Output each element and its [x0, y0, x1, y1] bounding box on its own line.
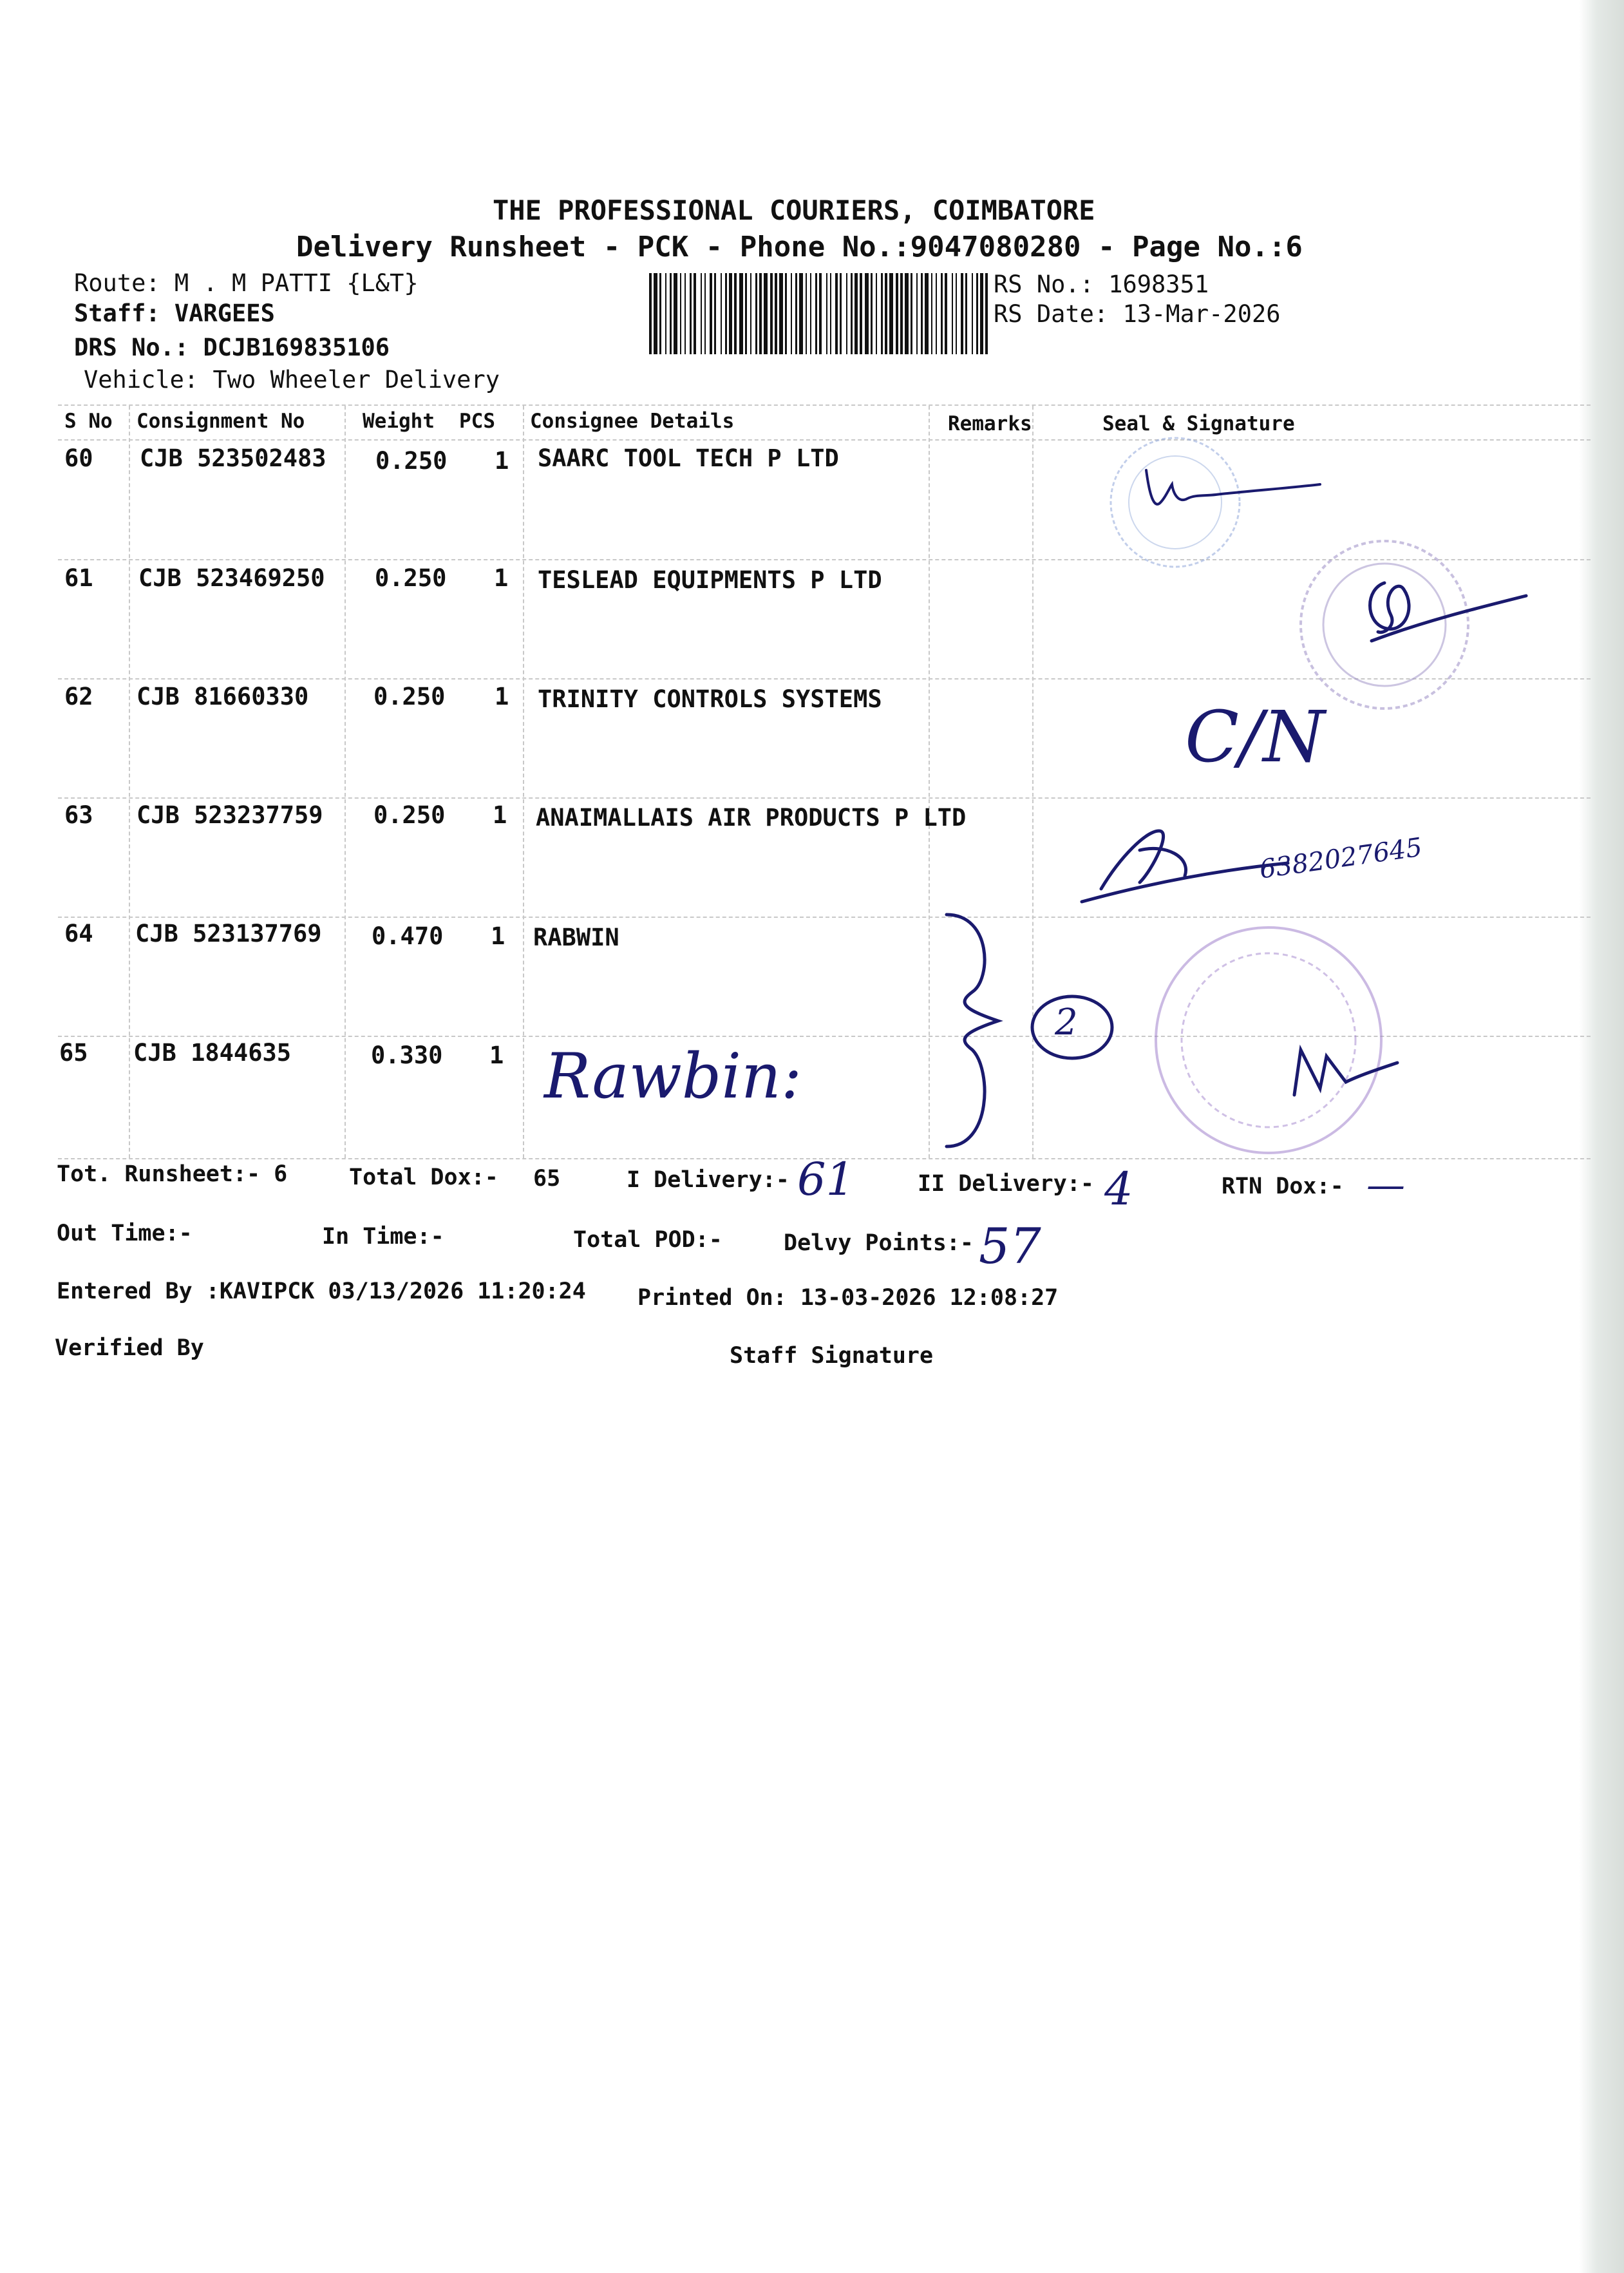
rs-date: RS Date: 13-Mar-2026: [994, 300, 1281, 328]
in-time-label: In Time:-: [322, 1224, 444, 1250]
handwritten-phone-row63: 6382027645: [1258, 832, 1424, 885]
col-consignment: Consignment No: [137, 410, 305, 433]
i-delivery-label: I Delivery:-: [627, 1167, 789, 1193]
barcode: [649, 273, 988, 354]
rs-number: RS No.: 1698351: [994, 271, 1209, 298]
col-pcs: PCS: [459, 410, 495, 433]
row-consignment: CJB 523137769: [135, 920, 322, 947]
table-row: [64, 564, 966, 603]
row-pcs: 1: [494, 564, 509, 592]
tot-runsheet: Tot. Runsheet:- 6: [57, 1161, 288, 1187]
printed-on: Printed On: 13-03-2026 12:08:27: [637, 1285, 1059, 1311]
row-weight: 0.250: [375, 564, 447, 592]
row-weight: 0.470: [372, 922, 444, 950]
row-sno: 62: [64, 683, 93, 710]
row-consignee: TESLEAD EQUIPMENTS P LTD: [538, 566, 882, 594]
company-title: THE PROFESSIONAL COURIERS, COIMBATORE: [493, 195, 1095, 226]
total-dox-value: 65: [533, 1166, 561, 1192]
row-sno: 61: [64, 564, 93, 592]
row-consignment: CJB 523237759: [137, 801, 323, 829]
row-weight: 0.250: [373, 801, 446, 829]
row-consignment: CJB 523502483: [140, 444, 326, 472]
handwritten-row62: C/N: [1185, 696, 1325, 778]
table-row: [59, 1039, 961, 1078]
total-pod-label: Total POD:-: [573, 1227, 722, 1253]
verified-by: Verified By: [55, 1335, 204, 1361]
row-weight: 0.250: [375, 447, 448, 475]
signature-row65: [1281, 1031, 1410, 1108]
rtn-dox-value: —: [1366, 1163, 1405, 1208]
row-sno: 63: [64, 801, 93, 829]
handwritten-consignee-row65: Rawbin:: [544, 1040, 802, 1112]
circled-count: 2: [1055, 1002, 1078, 1043]
bracket-mark: [934, 902, 1024, 1159]
row-pcs: 1: [495, 683, 509, 710]
row-divider: [58, 797, 1591, 799]
drs-number: DRS No.: DCJB169835106: [74, 334, 390, 361]
row-pcs: 1: [491, 922, 505, 950]
ii-delivery-label: II Delivery:-: [918, 1171, 1094, 1197]
row-pcs: 1: [489, 1041, 504, 1069]
i-delivery-value: 61: [797, 1153, 855, 1206]
col-remarks: Remarks: [948, 412, 1032, 435]
row-sno: 64: [64, 920, 93, 947]
row-consignment: CJB 523469250: [138, 564, 325, 592]
col-consignee: Consignee Details: [530, 410, 735, 433]
col-weight: Weight: [363, 410, 435, 433]
row-consignment: CJB 1844635: [133, 1039, 292, 1067]
out-time-label: Out Time:-: [57, 1221, 193, 1246]
row-consignee: RABWIN: [533, 924, 619, 951]
staff-label: Staff: VARGEES: [74, 300, 275, 327]
row-sno: 60: [64, 444, 93, 472]
runsheet-subtitle: Delivery Runsheet - PCK - Phone No.:9047080280 - Page No.:6: [296, 231, 1303, 263]
signature-row60: [1133, 451, 1339, 528]
table-row: [64, 920, 966, 958]
col-sno: S No: [64, 410, 113, 433]
total-dox-label: Total Dox:-: [349, 1165, 498, 1190]
vehicle-label: Vehicle: Two Wheeler Delivery: [84, 366, 500, 394]
row-sno: 65: [59, 1039, 88, 1067]
table-row: [64, 444, 966, 483]
table-row: [64, 683, 966, 721]
row-pcs: 1: [493, 801, 507, 829]
row-consignee: TRINITY CONTROLS SYSTEMS: [538, 685, 882, 713]
ii-delivery-value: 4: [1104, 1163, 1133, 1215]
signature-row61: [1346, 570, 1539, 660]
table-top-rule: [58, 404, 1591, 406]
row-consignee: ANAIMALLAIS AIR PRODUCTS P LTD: [536, 804, 967, 832]
staff-signature: Staff Signature: [730, 1343, 934, 1369]
row-consignee: SAARC TOOL TECH P LTD: [538, 444, 839, 472]
row-pcs: 1: [495, 447, 509, 475]
scan-edge-shadow: [1579, 0, 1624, 2273]
table-row: [64, 801, 1030, 840]
rtn-dox-label: RTN Dox:-: [1222, 1174, 1344, 1199]
col-seal-signature: Seal & Signature: [1102, 412, 1295, 435]
delvy-points-label: Delvy Points:-: [784, 1230, 974, 1256]
route-label: Route: M . M PATTI {L&T}: [74, 269, 419, 297]
row-weight: 0.250: [373, 683, 446, 710]
entered-by: Entered By :KAVIPCK 03/13/2026 11:20:24: [57, 1279, 586, 1304]
row-consignment: CJB 81660330: [137, 683, 309, 710]
delvy-points-value: 57: [979, 1217, 1041, 1275]
row-weight: 0.330: [371, 1041, 443, 1069]
